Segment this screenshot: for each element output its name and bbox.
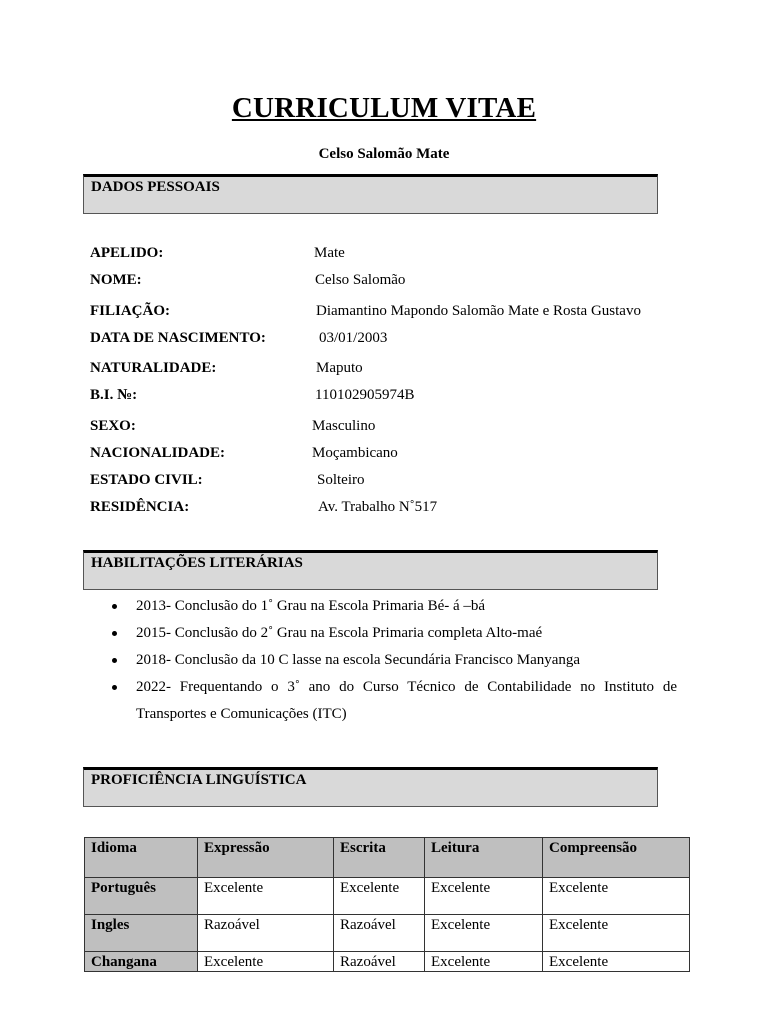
label-estado-civil: ESTADO CIVIL: — [90, 472, 203, 488]
cell-language: Changana — [85, 952, 198, 972]
header-leitura: Leitura — [425, 838, 543, 878]
cell: Excelente — [425, 915, 543, 952]
section-education-header — [83, 550, 658, 590]
label-nacionalidade: NACIONALIDADE: — [90, 445, 226, 461]
label-sexo: SEXO: — [90, 418, 136, 434]
section-languages-header — [83, 767, 658, 807]
list-item: 2015- Conclusão do 2˚ Grau na Escola Primaria completa Alto-maé — [110, 620, 677, 647]
cell: Excelente — [198, 952, 334, 972]
value-data-nascimento: 03/01/2003 — [319, 330, 388, 346]
value-naturalidade: Maputo — [316, 360, 363, 376]
value-apelido: Mate — [314, 245, 345, 261]
cell: Excelente — [425, 878, 543, 915]
language-table — [84, 837, 690, 972]
cell: Excelente — [543, 952, 690, 972]
candidate-name: Celso Salomão Mate — [318, 146, 450, 162]
cell: Razoável — [334, 915, 425, 952]
header-escrita: Escrita — [334, 838, 425, 878]
header-compreensao: Compreensão — [543, 838, 690, 878]
label-data-nascimento: DATA DE NASCIMENTO: — [90, 330, 266, 346]
list-item: 2018- Conclusão da 10 C lasse na escola Secundária Francisco Manyanga — [110, 647, 677, 674]
list-item-line: 2022- Frequentando o 3˚ ano do Curso Técnico de Contabilidade no Instituto de — [136, 679, 677, 695]
value-filiacao: Diamantino Mapondo Salomão Mate e Rosta Gustavo — [316, 303, 641, 319]
table-row — [85, 878, 690, 915]
list-item — [110, 674, 677, 728]
table-row — [85, 952, 690, 972]
cell: Excelente — [198, 878, 334, 915]
list-item-line: Transportes e Comunicações (ITC) — [136, 706, 347, 722]
section-personal-header — [83, 174, 658, 214]
value-nome: Celso Salomão — [315, 272, 406, 288]
list-item: 2013- Conclusão do 1˚ Grau na Escola Primaria Bé- á –bá — [110, 593, 677, 620]
section-personal-label: DADOS PESSOAIS — [91, 179, 220, 195]
label-naturalidade: NATURALIDADE: — [90, 360, 217, 376]
label-apelido: APELIDO: — [90, 245, 164, 261]
value-bi: 110102905974B — [315, 387, 415, 403]
section-languages-label: PROFICIÊNCIA LINGUÍSTICA — [91, 772, 307, 788]
cell: Razoável — [198, 915, 334, 952]
value-nacionalidade: Moçambicano — [312, 445, 398, 461]
education-list — [110, 593, 677, 728]
cell-language: Ingles — [85, 915, 198, 952]
value-sexo: Masculino — [312, 418, 376, 434]
value-estado-civil: Solteiro — [317, 472, 365, 488]
cell: Excelente — [543, 915, 690, 952]
document-title: CURRICULUM VITAE — [231, 92, 537, 124]
cell: Razoável — [334, 952, 425, 972]
cell: Excelente — [543, 878, 690, 915]
section-education-label: HABILITAÇÕES LITERÁRIAS — [91, 555, 303, 571]
label-filiacao: FILIAÇÃO: — [90, 303, 171, 319]
value-residencia: Av. Trabalho N˚517 — [318, 499, 438, 515]
header-expressao: Expressão — [198, 838, 334, 878]
cell-language: Português — [85, 878, 198, 915]
header-idioma: Idioma — [85, 838, 198, 878]
table-header-row — [85, 838, 690, 878]
table-row — [85, 915, 690, 952]
cell: Excelente — [334, 878, 425, 915]
label-bi: B.I. №: — [90, 387, 138, 403]
cell: Excelente — [425, 952, 543, 972]
label-nome: NOME: — [90, 272, 142, 288]
label-residencia: RESIDÊNCIA: — [90, 499, 190, 515]
